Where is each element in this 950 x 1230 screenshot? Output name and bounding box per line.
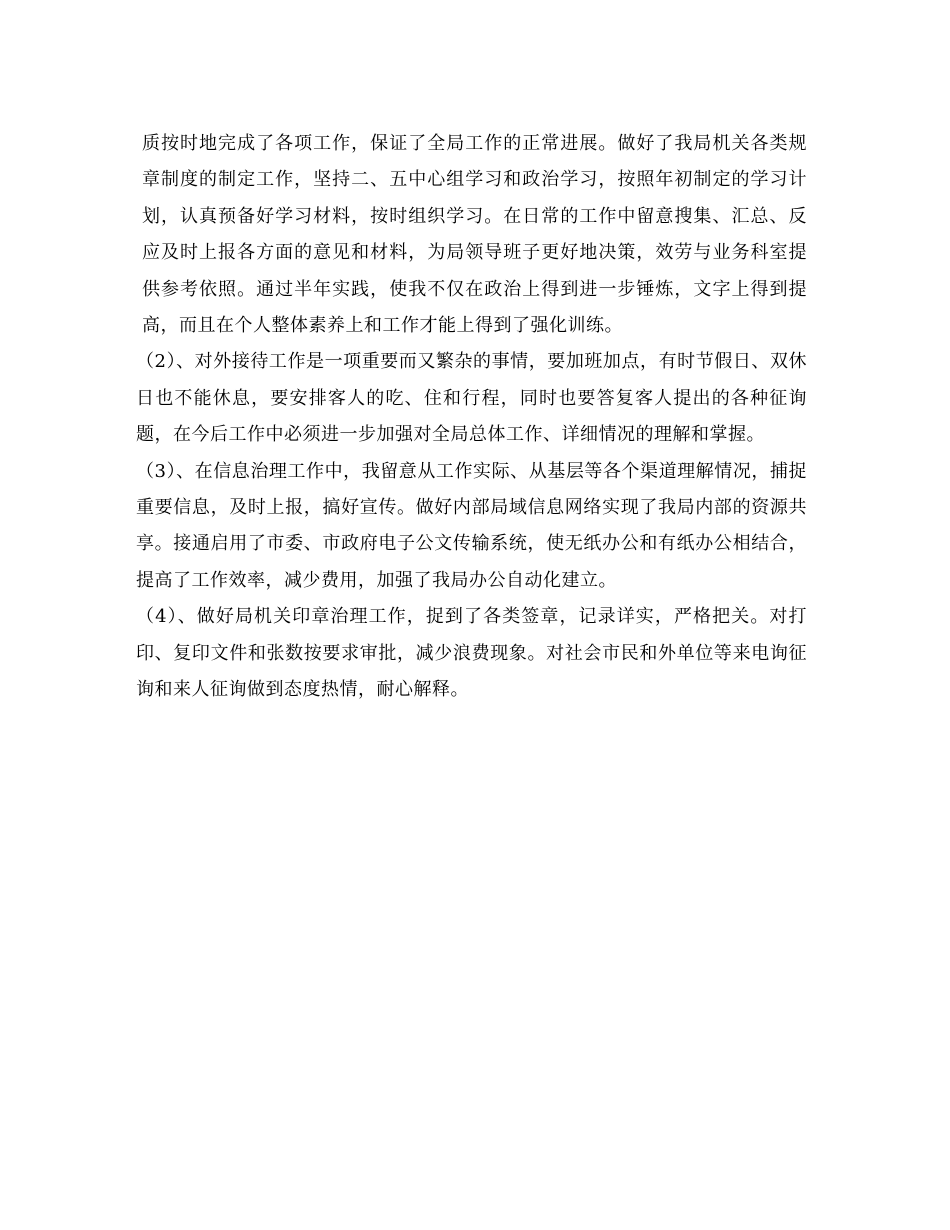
paragraph-item-2: （2）、对外接待工作是一项重要而又繁杂的事情，要加班加点，有时节假日、双休日也不能休息，要安排客人的吃、住和行程，同时也要答复客人提出的各种征询题，在今后工作中必须进一步加强对全局总体工作、详细情况的理解和掌握。 <box>136 351 807 446</box>
paragraph-continuation: 质按时地完成了各项工作，保证了全局工作的正常进展。做好了我局机关各类规章制度的制定工作，坚持二、五中心组学习和政治学习，按照年初制定的学习计划，认真预备好学习材料，按时组织学习。在日常的工作中留意搜集、汇总、反应及时上报各方面的意见和材料，为局领导班子更好地决策，效劳与业务科室提供参考依照。通过半年实践，使我不仅在政治上得到进一步锤炼，文字上得到提高，而且在个人整体素养上和工作才能上得到了强化训练。 <box>142 133 807 337</box>
paragraph-item-3: （3）、在信息治理工作中，我留意从工作实际、从基层等各个渠道理解情况，捕捉重要信息，及时上报，搞好宣传。做好内部局域信息网络实现了我局内部的资源共享。接通启用了市委、市政府电子公文传输系统，使无纸办公和有纸办公相结合，提高了工作效率，减少费用，加强了我局办公自动化建立。 <box>136 460 807 591</box>
paragraph-item-4: （4）、做好局机关印章治理工作，捉到了各类签章，记录详实，严格把关。对打印、复印文件和张数按要求审批，减少浪费现象。对社会市民和外单位等来电询征询和来人征询做到态度热情，耐心解释。 <box>136 606 807 701</box>
document-body <box>136 126 807 709</box>
